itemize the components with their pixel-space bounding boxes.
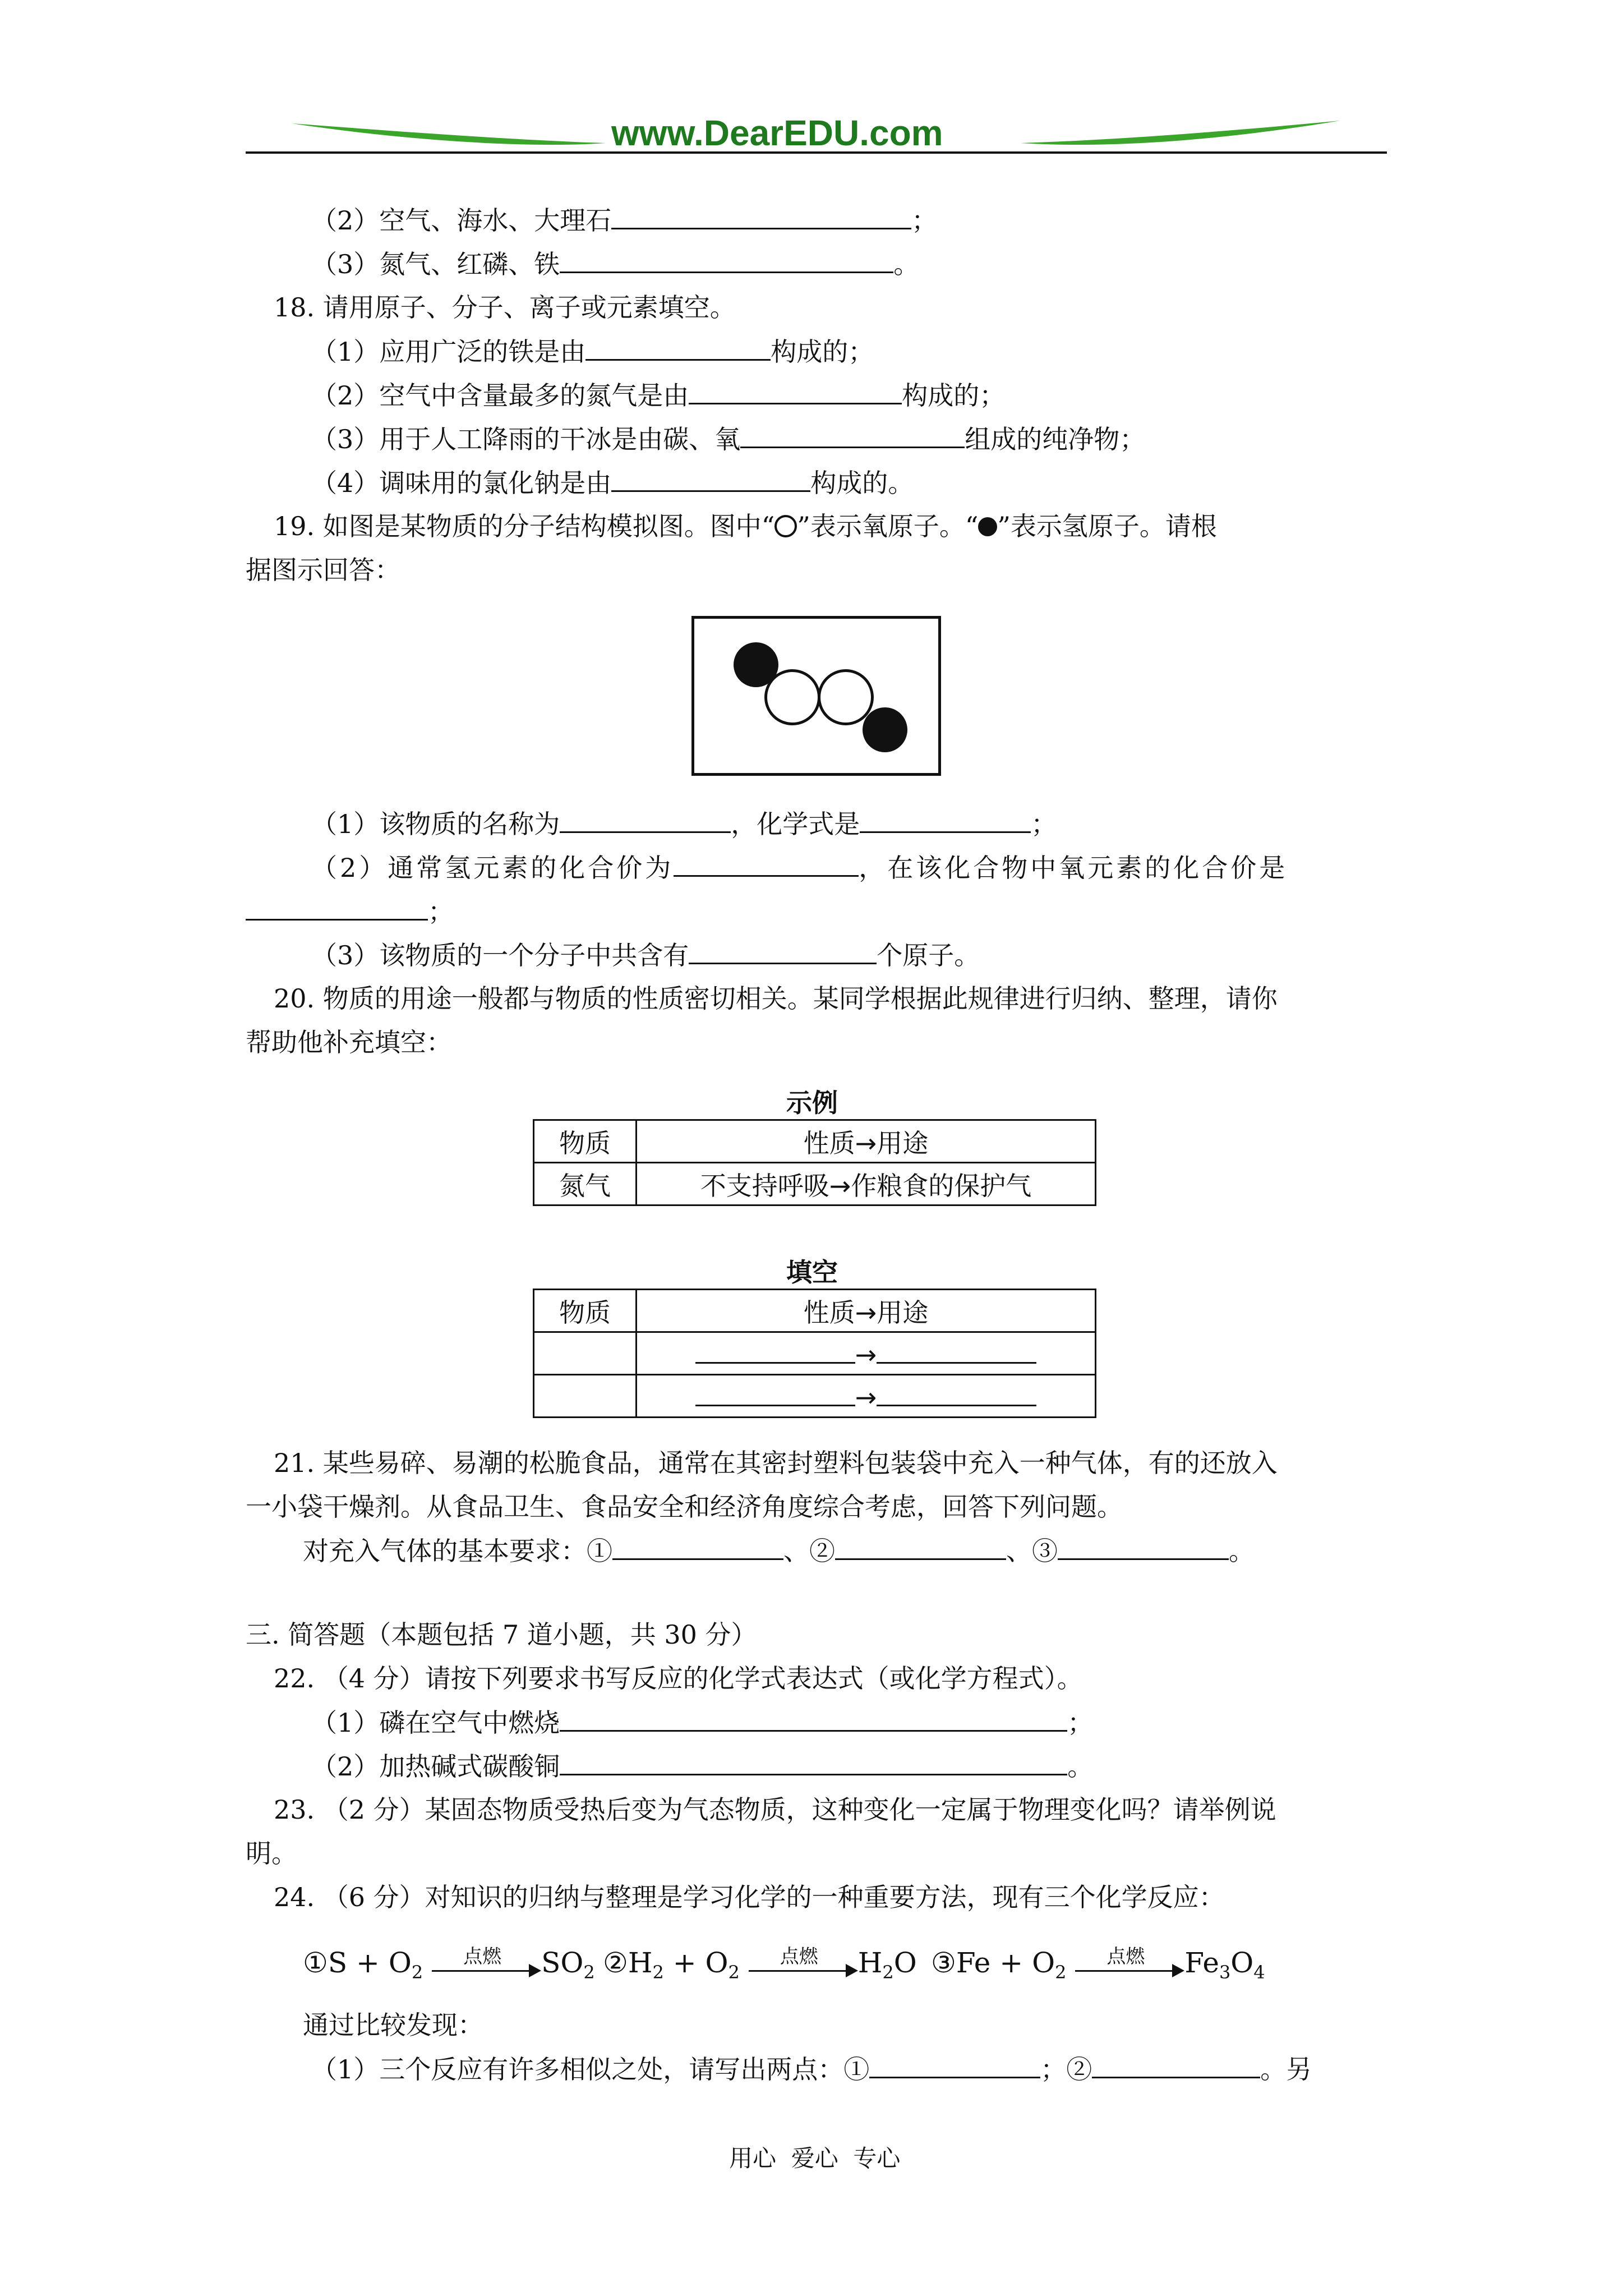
header-logo-text: www.DearEDU.com xyxy=(611,113,943,153)
table-cell: → xyxy=(637,1375,1096,1418)
answer-blank[interactable] xyxy=(689,378,902,404)
table-row xyxy=(534,1163,1096,1205)
hydrogen-atom-icon xyxy=(863,707,907,752)
q24-title: 24. （6 分）对知识的归纳与整理是学习化学的一种重要方法，现有三个化学反应： xyxy=(274,1882,1225,1912)
answer-blank[interactable] xyxy=(1058,1534,1229,1560)
table-cell: → xyxy=(637,1332,1096,1375)
q22-title: 22. （4 分）请按下列要求书写反应的化学式表达式（或化学方程式）。 xyxy=(274,1663,1083,1694)
answer-blank[interactable] xyxy=(1092,2052,1260,2078)
q19-item-2: （2）通常氢元素的化合价为 ，在该化合物中氧元素的化合价是 xyxy=(311,850,1288,885)
answer-blank[interactable] xyxy=(835,1534,1006,1560)
reaction-arrow-icon: 点燃 xyxy=(749,1951,858,1979)
filled-circle-icon xyxy=(978,517,997,536)
equation-2: $②H_2 + O_2$ 点燃 $H_2O$ xyxy=(603,1945,917,1983)
q21-title-cont: 一小袋干燥剂。从食品卫生、食品安全和经济角度综合考虑，回答下列问题。 xyxy=(246,1492,1123,1522)
table-cell: 不支持呼吸→作粮食的保护气 xyxy=(637,1163,1096,1205)
q18-item-1: （1）应用广泛的铁是由 构成的； xyxy=(311,334,874,369)
q21-requirements: 对充入气体的基本要求：① 、② 、③ 。 xyxy=(303,1534,1255,1568)
q19-title: 19. 如图是某物质的分子结构模拟图。图中“ ”表示氧原子。“ ”表示氢原子。请根 xyxy=(274,511,1217,541)
answer-blank[interactable] xyxy=(740,422,965,448)
q20-title: 20. 物质的用途一般都与物质的性质密切相关。某同学根据此规律进行归纳、整理，请你 xyxy=(274,983,1278,1014)
q19-item-1: （1）该物质的名称为 ，化学式是 ； xyxy=(311,807,1057,841)
q24-item-1: （1）三个反应有许多相似之处，请写出两点：① ；② 。另 xyxy=(311,2052,1312,2086)
open-circle-icon xyxy=(774,515,797,537)
table-fill xyxy=(533,1289,1096,1418)
answer-blank[interactable] xyxy=(560,1749,1067,1775)
table-header-cell: 物质 xyxy=(534,1290,637,1332)
q18-item-3: （3）用于人工降雨的干冰是由碳、氧 组成的纯净物； xyxy=(311,422,1145,456)
answer-blank[interactable] xyxy=(560,1705,1067,1732)
answer-blank[interactable] xyxy=(877,1380,1036,1406)
q20-title-cont: 帮助他补充填空： xyxy=(246,1027,452,1057)
q24-compare: 通过比较发现： xyxy=(303,2010,483,2040)
answer-blank[interactable] xyxy=(560,247,893,273)
answer-blank[interactable] xyxy=(246,894,428,921)
q19-title-cont: 据图示回答： xyxy=(246,555,400,585)
q18-item-2: （2）空气中含量最多的氮气是由 构成的； xyxy=(311,378,1005,412)
table-cell: 氮气 xyxy=(534,1163,637,1205)
answer-blank[interactable] xyxy=(611,466,810,492)
table-header-cell: 物质 xyxy=(534,1120,637,1163)
table-header-cell: 性质→用途 xyxy=(637,1120,1096,1163)
reaction-arrow-icon: 点燃 xyxy=(432,1951,541,1979)
table-example-caption: 示例 xyxy=(786,1088,838,1118)
answer-blank[interactable] xyxy=(869,2052,1040,2078)
answer-blank[interactable] xyxy=(611,203,911,229)
equation-1: ①S + $O_2$ 点燃 $SO_2$ xyxy=(303,1945,595,1983)
reaction-arrow-icon: 点燃 xyxy=(1075,1951,1184,1979)
q22-item-1: （1）磷在空气中燃烧 ； xyxy=(311,1705,1093,1740)
equation-3: ③Fe + $O_2$ 点燃 $Fe_3O_4$ xyxy=(931,1945,1265,1983)
table-header-cell: 性质→用途 xyxy=(637,1290,1096,1332)
section-3-heading: 三. 简答题（本题包括 7 道小题，共 30 分） xyxy=(246,1619,757,1650)
table-fill-caption: 填空 xyxy=(786,1257,838,1287)
table-row xyxy=(534,1332,1096,1375)
answer-blank[interactable] xyxy=(860,807,1031,833)
table-row xyxy=(534,1290,1096,1332)
answer-blank[interactable] xyxy=(877,1337,1036,1364)
q18-title: 18. 请用原子、分子、离子或元素填空。 xyxy=(274,292,736,323)
answer-blank[interactable] xyxy=(612,1534,783,1560)
q17-item-2: （2）空气、海水、大理石 ； xyxy=(311,203,937,237)
header-rule xyxy=(246,151,1387,154)
answer-cell[interactable] xyxy=(534,1332,637,1375)
q23-title: 23. （2 分）某固态物质受热后变为气态物质，这种变化一定属于物理变化吗？请举例说 xyxy=(274,1795,1276,1825)
q18-item-4: （4）调味用的氯化钠是由 构成的。 xyxy=(311,466,914,500)
q21-title: 21. 某些易碎、易潮的松脆食品，通常在其密封塑料包装袋中充入一种气体，有的还放入 xyxy=(274,1448,1278,1478)
answer-blank[interactable] xyxy=(695,1337,855,1364)
q19-item-3: （3）该物质的一个分子中共含有 个原子。 xyxy=(311,938,980,972)
table-row xyxy=(534,1375,1096,1418)
answer-cell[interactable] xyxy=(534,1375,637,1418)
table-row xyxy=(534,1120,1096,1163)
q19-item-2-cont: ； xyxy=(246,894,454,928)
oxygen-atom-icon xyxy=(764,669,820,725)
q22-item-2: （2）加热碱式碳酸铜 。 xyxy=(311,1749,1093,1783)
molecule-diagram xyxy=(691,616,941,776)
answer-blank[interactable] xyxy=(674,850,859,877)
page-footer: 用心 爱心 专心 xyxy=(729,2145,901,2172)
answer-blank[interactable] xyxy=(560,807,731,833)
answer-blank[interactable] xyxy=(695,1380,855,1406)
table-example xyxy=(533,1119,1096,1206)
oxygen-atom-icon xyxy=(818,669,874,725)
answer-blank[interactable] xyxy=(689,938,877,964)
q17-item-3: （3）氮气、红磷、铁 。 xyxy=(311,247,919,281)
q23-title-cont: 明。 xyxy=(246,1838,297,1869)
answer-blank[interactable] xyxy=(585,334,771,361)
